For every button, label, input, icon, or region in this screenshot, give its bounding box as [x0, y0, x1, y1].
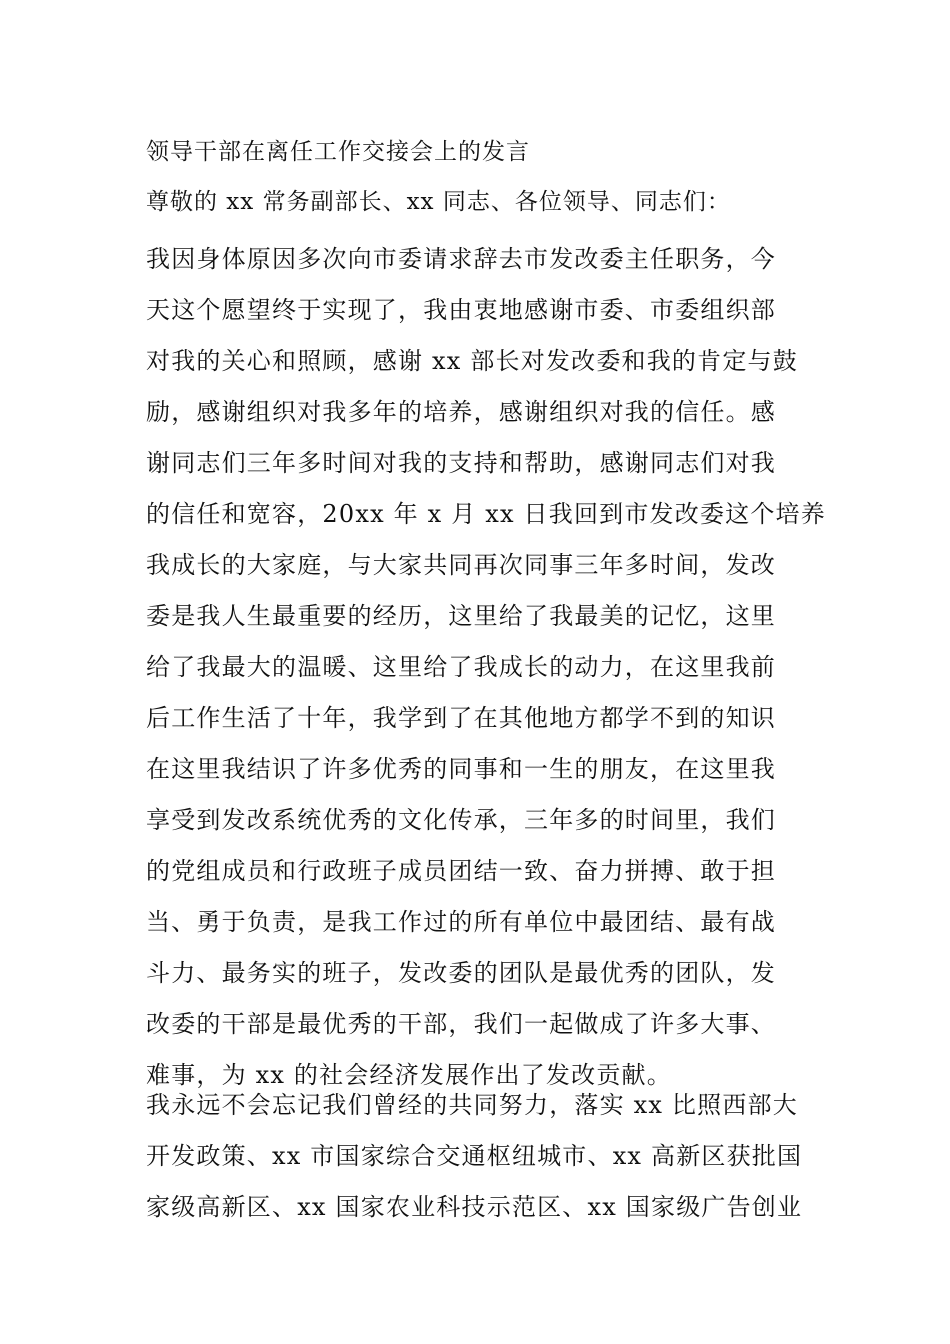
paragraph-line: 改委的干部是最优秀的干部，我们一起做成了许多大事、 — [146, 1010, 776, 1038]
paragraph-line: 谢同志们三年多时间对我的支持和帮助，感谢同志们对我 — [146, 449, 776, 477]
paragraph-line: 励，感谢组织对我多年的培养，感谢组织对我的信任。感 — [146, 398, 776, 426]
paragraph-line: 斗力、最务实的班子，发改委的团队是最优秀的团队，发 — [146, 959, 776, 987]
paragraph-line: 的信任和宽容，20xx 年 x 月 xx 日我回到市发改委这个培养 — [146, 500, 826, 528]
paragraph-line: 开发政策、xx 市国家综合交通枢纽城市、xx 高新区获批国 — [146, 1142, 803, 1170]
paragraph-1 — [146, 234, 826, 1101]
document-title: 领导干部在离任工作交接会上的发言 — [146, 139, 530, 165]
paragraph-line: 享受到发改系统优秀的文化传承，三年多的时间里，我们 — [146, 806, 776, 834]
paragraph-line: 我因身体原因多次向市委请求辞去市发改委主任职务，今 — [146, 245, 776, 273]
paragraph-line: 对我的关心和照顾，感谢 xx 部长对发改委和我的肯定与鼓 — [146, 347, 798, 375]
paragraph-line: 的党组成员和行政班子成员团结一致、奋力拼搏、敢于担 — [146, 857, 776, 885]
paragraph-line: 难事，为 xx 的社会经济发展作出了发改贡献。 — [146, 1061, 672, 1089]
paragraph-line: 当、勇于负责，是我工作过的所有单位中最团结、最有战 — [146, 908, 776, 936]
paragraph-2 — [146, 1080, 826, 1233]
paragraph-line: 我成长的大家庭，与大家共同再次同事三年多时间，发改 — [146, 551, 776, 579]
salutation: 尊敬的 xx 常务副部长、xx 同志、各位领导、同志们： — [146, 189, 731, 215]
paragraph-line: 后工作生活了十年，我学到了在其他地方都学不到的知识 — [146, 704, 776, 732]
paragraph-line: 家级高新区、xx 国家农业科技示范区、xx 国家级广告创业 — [146, 1193, 803, 1221]
paragraph-line: 天这个愿望终于实现了，我由衷地感谢市委、市委组织部 — [146, 296, 776, 324]
paragraph-line: 在这里我结识了许多优秀的同事和一生的朋友，在这里我 — [146, 755, 776, 783]
paragraph-line: 委是我人生最重要的经历，这里给了我最美的记忆，这里 — [146, 602, 776, 630]
paragraph-line: 我永远不会忘记我们曾经的共同努力，落实 xx 比照西部大 — [146, 1091, 798, 1119]
paragraph-line: 给了我最大的温暖、这里给了我成长的动力，在这里我前 — [146, 653, 776, 681]
